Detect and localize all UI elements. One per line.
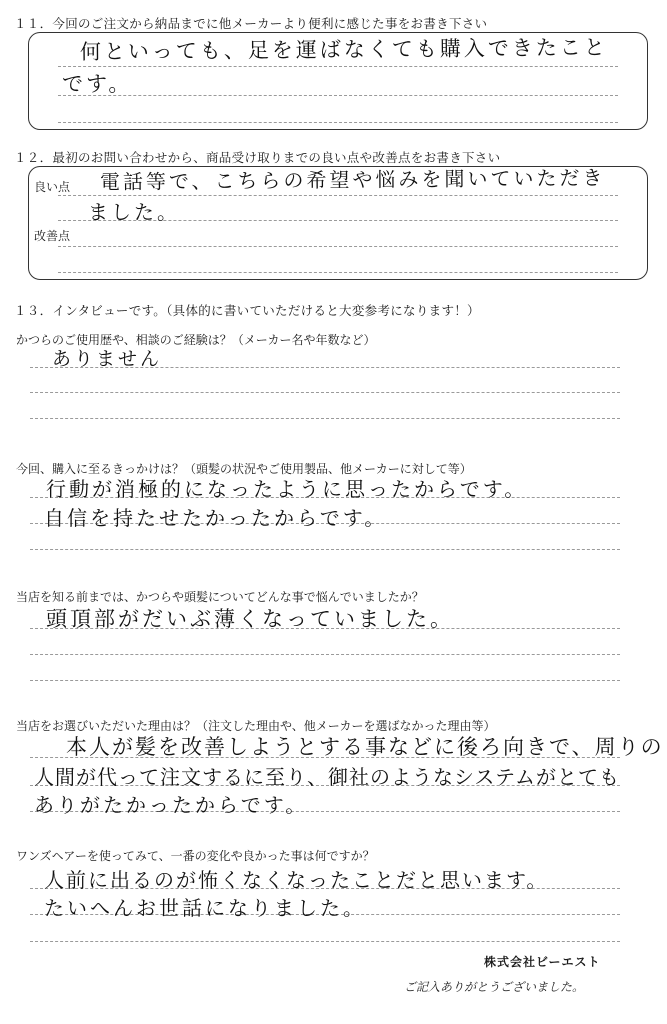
company-name: 株式会社ビーエスト bbox=[484, 955, 601, 969]
q12-title: １２．最初のお問い合わせから、商品受け取りまでの良い点や改善点をお書き下さい bbox=[14, 150, 501, 165]
q11-answer-line-2: です。 bbox=[62, 72, 133, 96]
q12-good-answer-line-2: ました。 bbox=[88, 200, 180, 224]
q13-question-4: 当店をお選びいただいた理由は？（注文した理由や、他メーカーを選ばなかった理由等） bbox=[16, 719, 496, 733]
q13-question-2: 今回、購入に至るきっかけは？（頭髪の状況やご使用製品、他メーカーに対して等） bbox=[16, 462, 472, 476]
q13-answer-4-line-2: 人間が代って注文するに至り、御社のようなシステムがとても bbox=[34, 765, 620, 789]
answer-line bbox=[30, 941, 620, 942]
q12-improve-label: 改善点 bbox=[34, 229, 71, 243]
answer-line bbox=[58, 122, 618, 123]
q12-good-answer-line-1: 電話等で、こちらの希望や悩みを聞いていただき bbox=[99, 165, 606, 195]
q12-good-label: 良い点 bbox=[34, 180, 71, 194]
answer-line bbox=[30, 654, 620, 655]
q11-title: １１．今回のご注文から納品までに他メーカーより便利に感じた事をお書き下さい bbox=[14, 16, 488, 31]
answer-line bbox=[58, 95, 618, 96]
q13-answer-2-line-1: 行動が消極的になったように思ったからです。 bbox=[46, 477, 528, 501]
answer-line bbox=[30, 549, 620, 550]
q13-answer-5-line-2: たいへんお世話になりました。 bbox=[44, 896, 366, 920]
answer-line bbox=[30, 392, 620, 393]
q13-question-3: 当店を知る前までは、かつらや頭髪についてどんな事で悩んでいましたか？ bbox=[16, 590, 424, 604]
q13-answer-4-line-3: ありがたかったからです。 bbox=[34, 793, 309, 817]
answer-line bbox=[58, 272, 618, 273]
answer-line bbox=[30, 680, 620, 681]
q13-answer-1-line-1: ありません bbox=[52, 348, 163, 370]
q13-answer-4-line-1: 本人が髪を改善しようとする事などに後ろ向きで、周りの bbox=[66, 735, 664, 759]
thanks-message: ご記入ありがとうございました。 bbox=[404, 980, 585, 994]
q11-answer-line-1: 何といっても、足を運ばなくても購入できたこと bbox=[79, 35, 608, 65]
q13-answer-3-line-1: 頭頂部がだいぶ薄くなっていました。 bbox=[46, 607, 454, 631]
answer-line bbox=[30, 418, 620, 419]
q13-answer-5-line-1: 人前に出るのが怖くなくなったことだと思います。 bbox=[44, 868, 549, 892]
q13-question-1: かつらのご使用歴や、相談のご経験は？（メーカー名や年数など） bbox=[16, 333, 376, 347]
q13-title: １３．インタビューです。（具体的に書いていただけると大変参考になります！） bbox=[14, 303, 480, 318]
answer-line bbox=[58, 246, 618, 247]
q13-answer-2-line-2: 自信を持たせたかったからです。 bbox=[44, 506, 388, 530]
q13-question-5: ワンズヘアーを使ってみて、一番の変化や良かった事は何ですか？ bbox=[16, 849, 375, 863]
answer-line bbox=[58, 66, 618, 67]
